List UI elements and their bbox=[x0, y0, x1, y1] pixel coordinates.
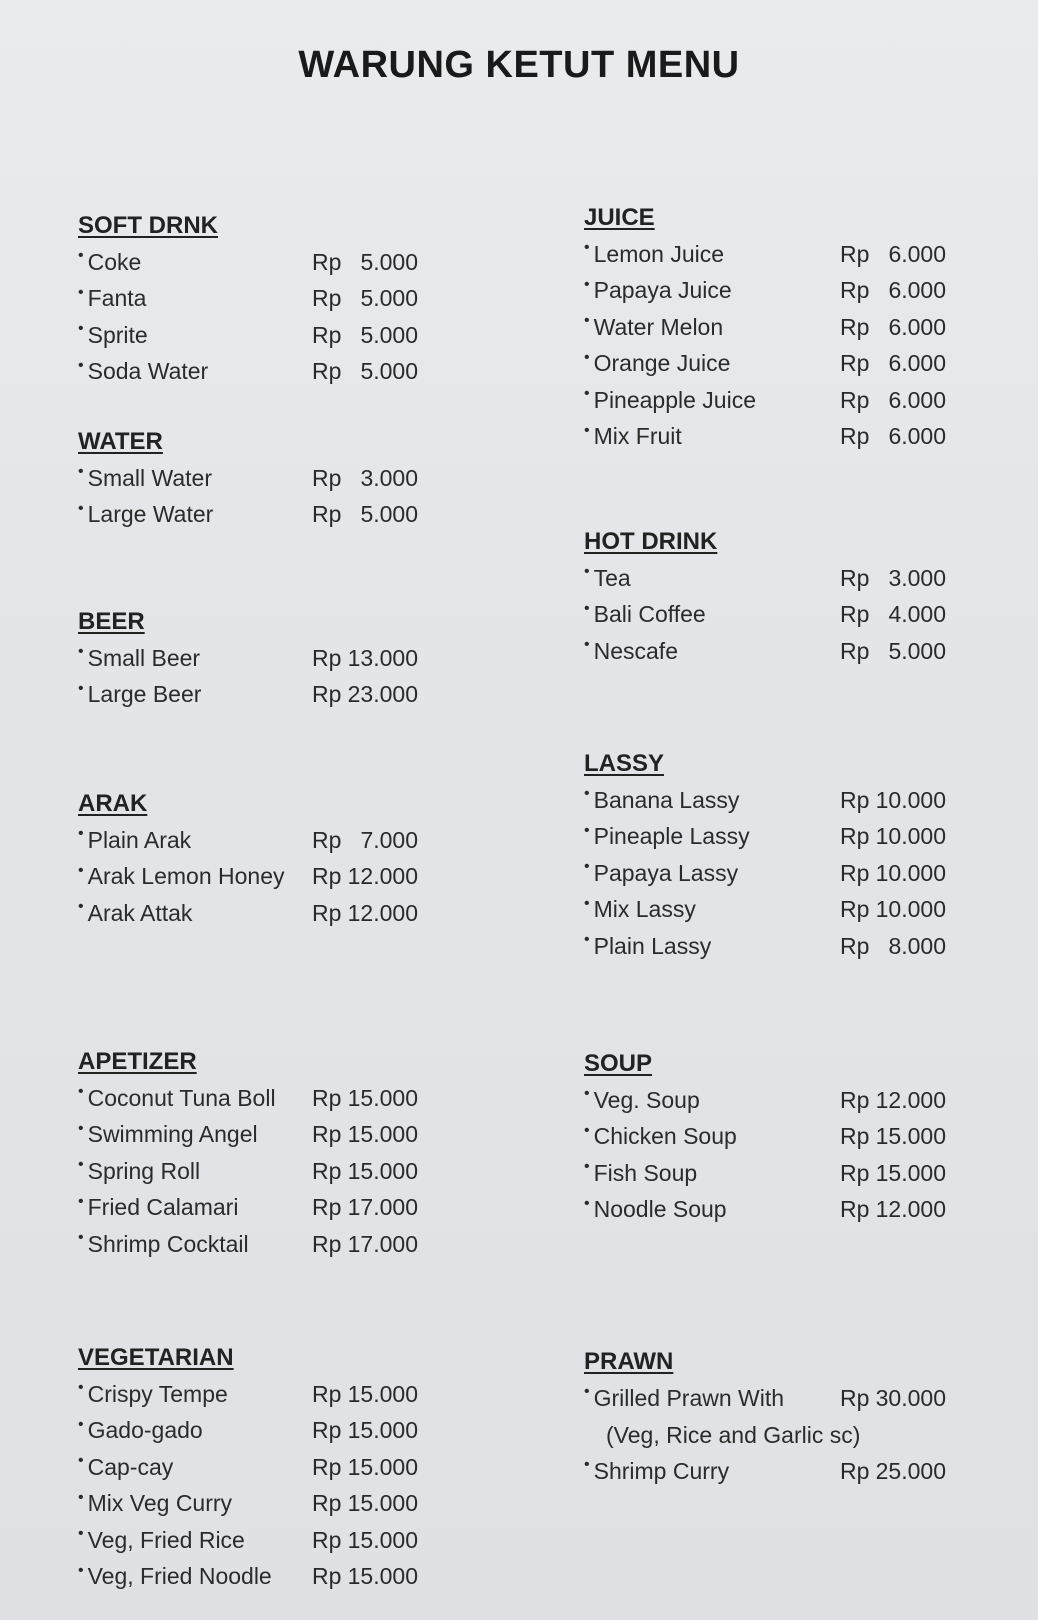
price-amount: 8.000 bbox=[888, 932, 946, 959]
item-price bbox=[840, 560, 946, 597]
bullet-icon: • bbox=[584, 894, 590, 912]
bullet-icon: • bbox=[78, 320, 84, 338]
item-price bbox=[312, 1226, 418, 1263]
bullet-icon: • bbox=[78, 463, 84, 481]
bullet-icon: • bbox=[584, 1158, 590, 1176]
item-price bbox=[312, 640, 418, 677]
section-title: JUICE bbox=[584, 204, 655, 231]
menu-item bbox=[584, 855, 1024, 892]
bullet-icon: • bbox=[78, 1452, 84, 1470]
bullet-icon: • bbox=[78, 1192, 84, 1210]
price-amount: 15.000 bbox=[347, 1380, 418, 1407]
item-name: Veg. Soup bbox=[593, 1086, 700, 1113]
item-name: Mix Fruit bbox=[593, 423, 682, 450]
bullet-icon: • bbox=[78, 1083, 84, 1101]
menu-item bbox=[78, 895, 518, 932]
item-price bbox=[312, 354, 418, 391]
item-name: Pineaple Lassy bbox=[593, 823, 750, 850]
price-amount: 12.000 bbox=[347, 899, 418, 926]
item-price bbox=[840, 1380, 946, 1417]
price-currency: Rp bbox=[840, 859, 870, 886]
price-currency: Rp bbox=[840, 277, 870, 304]
item-name: Crispy Tempe bbox=[87, 1380, 228, 1407]
menu-item bbox=[584, 419, 1024, 456]
price-amount: 15.000 bbox=[347, 1490, 418, 1517]
item-name: Coconut Tuna Boll bbox=[87, 1084, 276, 1111]
price-currency: Rp bbox=[840, 423, 870, 450]
item-price bbox=[312, 497, 418, 534]
price-currency: Rp bbox=[840, 601, 870, 628]
price-amount: 15.000 bbox=[347, 1084, 418, 1111]
bullet-icon: • bbox=[78, 1415, 84, 1433]
menu-item bbox=[78, 317, 518, 354]
price-amount: 23.000 bbox=[347, 681, 418, 708]
item-price bbox=[840, 892, 946, 929]
bullet-icon: • bbox=[584, 785, 590, 803]
bullet-icon: • bbox=[78, 1229, 84, 1247]
item-price bbox=[840, 1192, 946, 1229]
item-price bbox=[312, 1080, 418, 1117]
bullet-icon: • bbox=[78, 898, 84, 916]
item-price bbox=[840, 1082, 946, 1119]
menu-item bbox=[78, 1080, 518, 1117]
section-title: WATER bbox=[78, 428, 163, 455]
item-price bbox=[312, 244, 418, 281]
item-name: Small Beer bbox=[87, 644, 201, 671]
item-price bbox=[312, 677, 418, 714]
price-amount: 6.000 bbox=[888, 423, 946, 450]
item-name: Mix Lassy bbox=[593, 896, 696, 923]
item-price bbox=[312, 1559, 418, 1596]
item-price bbox=[840, 1155, 946, 1192]
menu-item bbox=[584, 928, 1024, 965]
price-currency: Rp bbox=[312, 863, 342, 890]
item-name: Fried Calamari bbox=[87, 1194, 239, 1221]
menu-item bbox=[78, 1117, 518, 1154]
item-price bbox=[840, 309, 946, 346]
price-currency: Rp bbox=[312, 1563, 342, 1590]
price-currency: Rp bbox=[840, 1457, 870, 1484]
section-title: HOT DRINK bbox=[584, 528, 718, 555]
price-currency: Rp bbox=[840, 823, 870, 850]
price-currency: Rp bbox=[312, 464, 342, 491]
bullet-icon: • bbox=[78, 1488, 84, 1506]
price-currency: Rp bbox=[312, 1194, 342, 1221]
section-apetizer bbox=[78, 1044, 518, 1263]
price-amount: 30.000 bbox=[875, 1384, 946, 1411]
bullet-icon: • bbox=[584, 275, 590, 293]
item-name: Shrimp Cocktail bbox=[87, 1230, 249, 1257]
menu-item bbox=[584, 782, 1024, 819]
price-amount: 5.000 bbox=[360, 321, 418, 348]
item-name: Shrimp Curry bbox=[593, 1457, 730, 1484]
menu-item bbox=[78, 354, 518, 391]
item-name: Papaya Juice bbox=[593, 277, 732, 304]
price-currency: Rp bbox=[840, 313, 870, 340]
price-amount: 15.000 bbox=[347, 1526, 418, 1553]
price-amount: 5.000 bbox=[360, 285, 418, 312]
bullet-icon: • bbox=[584, 931, 590, 949]
price-currency: Rp bbox=[312, 1417, 342, 1444]
section-juice bbox=[584, 200, 1024, 455]
price-amount: 10.000 bbox=[875, 786, 946, 813]
item-price bbox=[312, 1153, 418, 1190]
price-currency: Rp bbox=[312, 1453, 342, 1480]
price-amount: 15.000 bbox=[347, 1563, 418, 1590]
price-currency: Rp bbox=[312, 826, 342, 853]
price-currency: Rp bbox=[840, 1123, 870, 1150]
item-name: Soda Water bbox=[87, 358, 209, 385]
item-name: Sprite bbox=[87, 321, 148, 348]
section-title: ARAK bbox=[78, 790, 148, 817]
item-name: Grilled Prawn With bbox=[593, 1384, 785, 1411]
section-soup bbox=[584, 1046, 1024, 1228]
price-amount: 5.000 bbox=[360, 248, 418, 275]
item-name: Small Water bbox=[87, 464, 212, 491]
item-name: Fanta bbox=[87, 285, 147, 312]
item-name: Coke bbox=[87, 248, 142, 275]
menu-item bbox=[584, 273, 1024, 310]
bullet-icon: • bbox=[584, 348, 590, 366]
bullet-icon: • bbox=[584, 599, 590, 617]
section-title: SOFT DRNK bbox=[78, 212, 218, 239]
menu-item bbox=[78, 1190, 518, 1227]
bullet-icon: • bbox=[584, 1383, 590, 1401]
item-name: Papaya Lassy bbox=[593, 859, 739, 886]
bullet-icon: • bbox=[78, 247, 84, 265]
bullet-icon: • bbox=[584, 1085, 590, 1103]
menu-item bbox=[78, 244, 518, 281]
price-amount: 5.000 bbox=[888, 637, 946, 664]
item-price bbox=[312, 1190, 418, 1227]
price-amount: 4.000 bbox=[888, 601, 946, 628]
bullet-icon: • bbox=[584, 421, 590, 439]
menu-item bbox=[584, 633, 1024, 670]
menu-item bbox=[78, 460, 518, 497]
price-currency: Rp bbox=[312, 899, 342, 926]
bullet-icon: • bbox=[584, 821, 590, 839]
menu-item bbox=[584, 309, 1024, 346]
menu-item bbox=[78, 1376, 518, 1413]
price-currency: Rp bbox=[312, 644, 342, 671]
price-currency: Rp bbox=[840, 564, 870, 591]
menu-item bbox=[78, 1153, 518, 1190]
price-amount: 10.000 bbox=[875, 896, 946, 923]
item-name: Pineapple Juice bbox=[593, 386, 757, 413]
price-currency: Rp bbox=[312, 681, 342, 708]
price-amount: 3.000 bbox=[888, 564, 946, 591]
price-amount: 5.000 bbox=[360, 358, 418, 385]
price-amount: 13.000 bbox=[347, 644, 418, 671]
item-name: Banana Lassy bbox=[593, 786, 740, 813]
menu-item bbox=[78, 822, 518, 859]
section-title: PRAWN bbox=[584, 1348, 674, 1375]
price-currency: Rp bbox=[312, 1157, 342, 1184]
menu-title: WARUNG KETUT MENU bbox=[298, 44, 740, 86]
bullet-icon: • bbox=[78, 825, 84, 843]
item-price bbox=[840, 819, 946, 856]
menu-item bbox=[584, 1192, 1024, 1229]
menu-item bbox=[584, 236, 1024, 273]
item-price bbox=[840, 236, 946, 273]
item-price bbox=[840, 1453, 946, 1490]
bullet-icon: • bbox=[584, 636, 590, 654]
item-name: Swimming Angel bbox=[87, 1121, 258, 1148]
bullet-icon: • bbox=[78, 356, 84, 374]
price-amount: 10.000 bbox=[875, 859, 946, 886]
price-amount: 17.000 bbox=[347, 1194, 418, 1221]
menu-item bbox=[78, 1522, 518, 1559]
section-title: APETIZER bbox=[78, 1048, 197, 1075]
section-arak bbox=[78, 786, 518, 932]
section-vegetarian bbox=[78, 1340, 518, 1595]
menu-item bbox=[584, 1082, 1024, 1119]
menu-item bbox=[584, 382, 1024, 419]
price-amount: 7.000 bbox=[360, 826, 418, 853]
price-amount: 10.000 bbox=[875, 823, 946, 850]
price-currency: Rp bbox=[840, 1384, 870, 1411]
price-currency: Rp bbox=[840, 1159, 870, 1186]
item-name: Mix Veg Curry bbox=[87, 1490, 233, 1517]
price-amount: 12.000 bbox=[875, 1196, 946, 1223]
item-name: Noodle Soup bbox=[593, 1196, 727, 1223]
price-amount: 15.000 bbox=[875, 1123, 946, 1150]
bullet-icon: • bbox=[78, 1119, 84, 1137]
bullet-icon: • bbox=[78, 1156, 84, 1174]
bullet-icon: • bbox=[78, 283, 84, 301]
item-price bbox=[840, 597, 946, 634]
price-amount: 15.000 bbox=[347, 1453, 418, 1480]
price-amount: 15.000 bbox=[347, 1417, 418, 1444]
price-currency: Rp bbox=[840, 350, 870, 377]
menu-item bbox=[78, 1413, 518, 1450]
price-amount: 3.000 bbox=[360, 464, 418, 491]
item-name: Cap-cay bbox=[87, 1453, 174, 1480]
price-amount: 6.000 bbox=[888, 240, 946, 267]
price-amount: 12.000 bbox=[347, 863, 418, 890]
section-title: BEER bbox=[78, 608, 145, 635]
item-price bbox=[312, 317, 418, 354]
bullet-icon: • bbox=[78, 1561, 84, 1579]
menu-item bbox=[78, 640, 518, 677]
price-amount: 6.000 bbox=[888, 277, 946, 304]
item-name: Arak Attak bbox=[87, 899, 193, 926]
bullet-icon: • bbox=[584, 312, 590, 330]
item-price bbox=[840, 782, 946, 819]
section-water bbox=[78, 424, 518, 533]
section-title: LASSY bbox=[584, 750, 665, 777]
price-currency: Rp bbox=[312, 358, 342, 385]
item-name: Tea bbox=[593, 564, 631, 591]
price-currency: Rp bbox=[840, 786, 870, 813]
price-currency: Rp bbox=[840, 637, 870, 664]
menu-item bbox=[584, 819, 1024, 856]
item-price bbox=[840, 273, 946, 310]
item-name: Plain Arak bbox=[87, 826, 192, 853]
menu-item bbox=[584, 346, 1024, 383]
item-name: Plain Lassy bbox=[593, 932, 712, 959]
item-price bbox=[312, 1486, 418, 1523]
price-currency: Rp bbox=[312, 501, 342, 528]
bullet-icon: • bbox=[584, 1194, 590, 1212]
price-currency: Rp bbox=[312, 1380, 342, 1407]
item-price bbox=[840, 633, 946, 670]
item-name: Bali Coffee bbox=[593, 601, 706, 628]
price-currency: Rp bbox=[312, 248, 342, 275]
section-hot-drink bbox=[584, 524, 1024, 670]
item-price bbox=[312, 1117, 418, 1154]
item-price bbox=[840, 419, 946, 456]
item-name: Nescafe bbox=[593, 637, 678, 664]
bullet-icon: • bbox=[584, 563, 590, 581]
section-title: VEGETARIAN bbox=[78, 1344, 234, 1371]
price-currency: Rp bbox=[312, 1230, 342, 1257]
price-amount: 17.000 bbox=[347, 1230, 418, 1257]
price-currency: Rp bbox=[840, 240, 870, 267]
bullet-icon: • bbox=[78, 861, 84, 879]
price-currency: Rp bbox=[312, 285, 342, 312]
section-title: SOUP bbox=[584, 1050, 653, 1077]
item-price bbox=[840, 346, 946, 383]
bullet-icon: • bbox=[584, 1121, 590, 1139]
bullet-icon: • bbox=[78, 1525, 84, 1543]
menu-item bbox=[584, 560, 1024, 597]
price-amount: 15.000 bbox=[875, 1159, 946, 1186]
price-currency: Rp bbox=[312, 1121, 342, 1148]
section-soft-drink bbox=[78, 208, 518, 390]
price-amount: 15.000 bbox=[347, 1121, 418, 1148]
price-amount: 25.000 bbox=[875, 1457, 946, 1484]
price-currency: Rp bbox=[312, 321, 342, 348]
bullet-icon: • bbox=[584, 385, 590, 403]
price-currency: Rp bbox=[840, 932, 870, 959]
menu-item bbox=[584, 1380, 1024, 1417]
item-price bbox=[312, 859, 418, 896]
item-name: Gado-gado bbox=[87, 1417, 203, 1444]
menu-item bbox=[584, 1155, 1024, 1192]
bullet-icon: • bbox=[584, 1456, 590, 1474]
price-amount: 12.000 bbox=[875, 1086, 946, 1113]
item-name: Chicken Soup bbox=[593, 1123, 737, 1150]
price-currency: Rp bbox=[312, 1084, 342, 1111]
menu-item bbox=[584, 597, 1024, 634]
menu-item bbox=[78, 497, 518, 534]
section-beer bbox=[78, 604, 518, 713]
item-price bbox=[312, 460, 418, 497]
item-price bbox=[840, 928, 946, 965]
item-name: Lemon Juice bbox=[593, 240, 725, 267]
section-lassy bbox=[584, 746, 1024, 965]
price-currency: Rp bbox=[840, 1196, 870, 1223]
menu-item bbox=[584, 1119, 1024, 1156]
item-note: (Veg, Rice and Garlic sc) bbox=[606, 1421, 861, 1448]
item-name: Veg, Fried Rice bbox=[87, 1526, 245, 1553]
item-name: Large Water bbox=[87, 501, 214, 528]
item-name: Water Melon bbox=[593, 313, 724, 340]
price-currency: Rp bbox=[312, 1490, 342, 1517]
price-currency: Rp bbox=[312, 1526, 342, 1553]
item-price bbox=[312, 1376, 418, 1413]
price-currency: Rp bbox=[840, 386, 870, 413]
item-price bbox=[312, 822, 418, 859]
item-name: Fish Soup bbox=[593, 1159, 698, 1186]
item-price bbox=[312, 281, 418, 318]
item-price bbox=[312, 1413, 418, 1450]
item-price bbox=[840, 1119, 946, 1156]
bullet-icon: • bbox=[78, 499, 84, 517]
price-currency: Rp bbox=[840, 896, 870, 923]
menu-item bbox=[584, 1453, 1024, 1490]
menu-item bbox=[78, 1486, 518, 1523]
menu-item bbox=[78, 1449, 518, 1486]
bullet-icon: • bbox=[584, 239, 590, 257]
item-name: Large Beer bbox=[87, 681, 202, 708]
item-price bbox=[312, 1449, 418, 1486]
menu-item bbox=[78, 1226, 518, 1263]
item-name: Veg, Fried Noodle bbox=[87, 1563, 272, 1590]
item-price bbox=[840, 382, 946, 419]
menu-item bbox=[78, 677, 518, 714]
price-amount: 6.000 bbox=[888, 386, 946, 413]
price-amount: 15.000 bbox=[347, 1157, 418, 1184]
bullet-icon: • bbox=[78, 679, 84, 697]
price-amount: 6.000 bbox=[888, 313, 946, 340]
item-name: Spring Roll bbox=[87, 1157, 201, 1184]
price-amount: 6.000 bbox=[888, 350, 946, 377]
menu-item bbox=[78, 1559, 518, 1596]
bullet-icon: • bbox=[584, 858, 590, 876]
menu-item bbox=[78, 281, 518, 318]
menu-item bbox=[78, 859, 518, 896]
item-price bbox=[312, 1522, 418, 1559]
price-currency: Rp bbox=[840, 1086, 870, 1113]
price-amount: 5.000 bbox=[360, 501, 418, 528]
bullet-icon: • bbox=[78, 1379, 84, 1397]
item-name: Arak Lemon Honey bbox=[87, 863, 285, 890]
item-price bbox=[840, 855, 946, 892]
bullet-icon: • bbox=[78, 643, 84, 661]
section-prawn bbox=[584, 1344, 1024, 1490]
menu-item bbox=[584, 892, 1024, 929]
item-name: Orange Juice bbox=[593, 350, 731, 377]
item-price bbox=[312, 895, 418, 932]
